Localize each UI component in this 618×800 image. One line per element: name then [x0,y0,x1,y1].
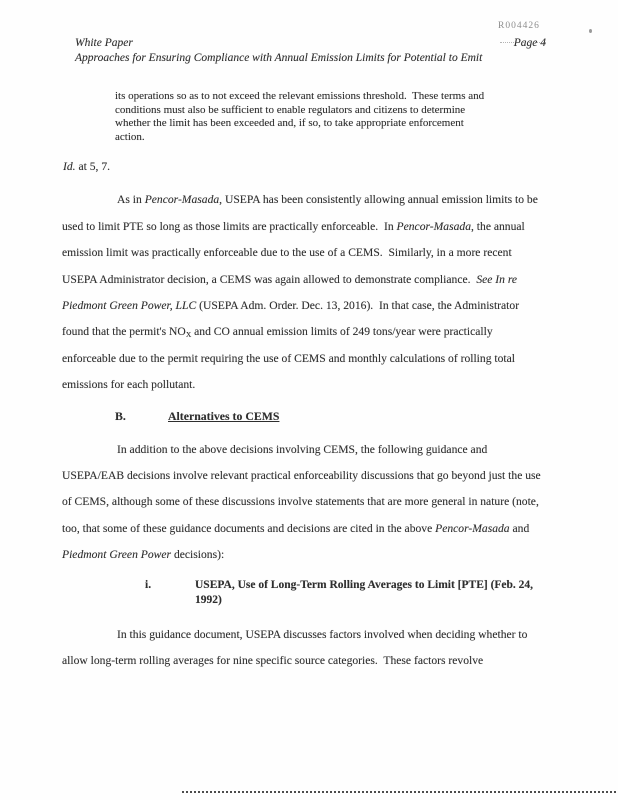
list-item-i [145,578,552,609]
bates-stamp: R004426 [498,21,540,31]
page-number-label: Page 4 [513,37,546,49]
scan-noise-dots [500,42,546,43]
list-item-number: i. [145,578,152,591]
doc-type-label: White Paper [75,37,133,49]
doc-subtitle: Approaches for Ensuring Compliance with Annual Emission Limits for Potential to Emit [75,52,483,64]
scan-speck [589,29,592,33]
paragraph-guidance-document: In this guidance document, USEPA discusses factors involved when deciding whether to allow long-term rolling averages for nine specific source categories. These factors revolve [62,627,531,668]
paragraph-alternatives-intro: In addition to the above decisions involving CEMS, the following guidance and USEPA/EAB decisions involve relevant practical enforceability discussions that go beyond just the use of CEMS, although some of these discussions involve statements that are more general in nature (note, too, that some of these guidance documents and decisions are cited in the above Pencor-Masada and Piedmont Green Power decisions): [62,442,544,562]
paragraph-cems-decisions: As in Pencor-Masada, USEPA has been consistently allowing annual emission limits to be used to limit PTE so long as those limits are practically enforceable. In Pencor-Masada, the annual emission limit was practically enforceable due to the use of a CEMS. Similarly, in a more recent USEPA Administrator decision, a CEMS was again allowed to demonstrate compliance. See In re Piedmont Green Power, LLC (USEPA Adm. Order. Dec. 13, 2016). In that case, the Administrator found that the permit's $NO_X$ and CO annual emission limits of 249 tons/year were practically enforceable due to the permit requiring the use of CEMS and monthly calculations of rolling total emissions for each pollutant. [62,193,541,392]
block-quote: its operations so as to not exceed the relevant emissions threshold. These terms and conditions must also be sufficient to enable regulators and citizens to determine whether the limit has been exceeded and, if so, to take appropriate enforcement action. [115,90,487,143]
section-heading-b [115,408,548,424]
section-heading-title: Alternatives to CEMS [168,408,280,423]
section-heading-number: B. [115,408,126,423]
header-row [75,36,546,50]
page-header [75,36,546,65]
scan-artifact-dotted-line [182,791,616,793]
list-item-title: USEPA, Use of Long-Term Rolling Averages to Limit [PTE] (Feb. 24, 1992) [195,578,534,607]
citation-line: Id. at 5, 7. [63,160,111,174]
